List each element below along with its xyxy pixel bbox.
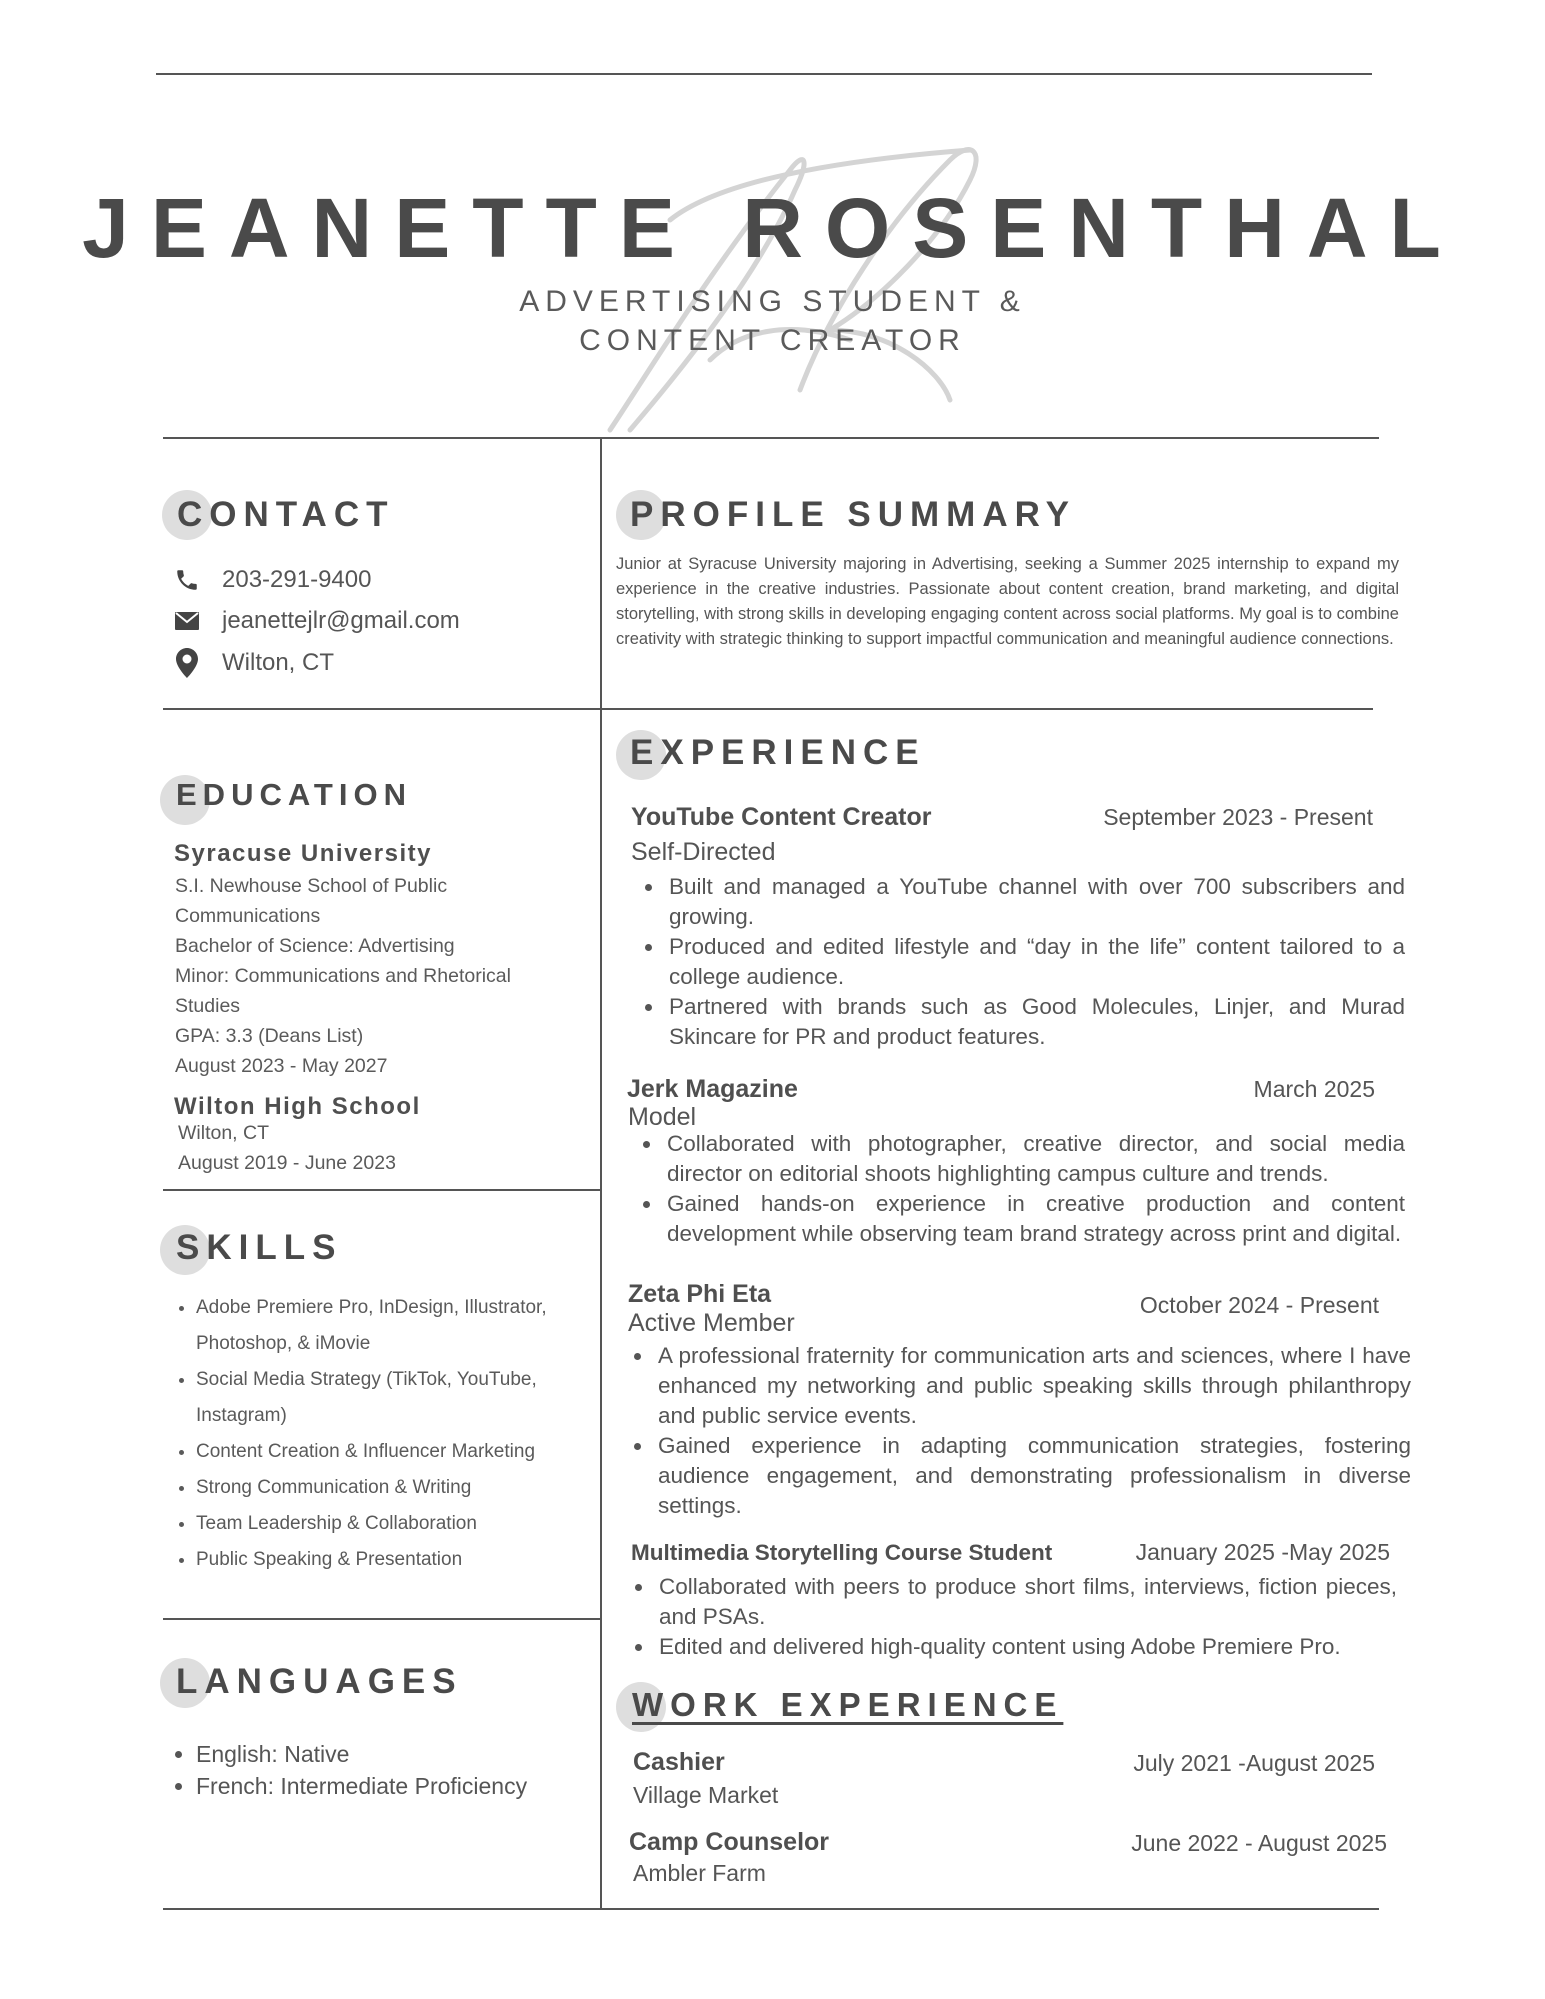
candidate-subtitle	[0, 282, 1545, 360]
list-item: • French: Intermediate Proficiency	[196, 1770, 616, 1802]
work-experience-heading: WORK EXPERIENCE	[632, 1686, 1064, 1723]
list-item: • Strong Communication & Writing	[196, 1470, 616, 1506]
education-detail-line: August 2019 - June 2023	[178, 1152, 396, 1174]
mail-icon	[172, 606, 202, 636]
work-title: Cashier	[633, 1748, 725, 1776]
list-item: • Gained hands-on experience in creative production and content development while observing team brand strategy across print and digital.	[663, 1189, 1405, 1249]
education-detail-line: Studies	[175, 995, 241, 1017]
contact-email	[172, 604, 460, 638]
job-title: Jerk Magazine	[627, 1075, 798, 1103]
bottom-rule	[163, 1908, 1379, 1910]
education-detail-line: Minor: Communications and Rhetorical	[175, 965, 511, 987]
subtitle-line-1: ADVERTISING STUDENT &	[519, 285, 1026, 318]
work-date: June 2022 - August 2025	[1131, 1830, 1387, 1856]
candidate-name: JEANETTE ROSENTHAL	[82, 181, 1463, 275]
profile-heading: PROFILE SUMMARY	[630, 495, 1076, 534]
job-date: October 2024 - Present	[1139, 1292, 1379, 1318]
skills-list	[170, 1290, 616, 1578]
work-organization: Village Market	[633, 1782, 779, 1808]
skills-rule	[163, 1618, 601, 1620]
job-bullets	[624, 1341, 1411, 1521]
phone-icon	[172, 565, 202, 595]
job-organization: Self-Directed	[631, 838, 776, 866]
list-item: • A professional fraternity for communication arts and sciences, where I have enhanced my networking and public speaking skills through philanthropy and public service events.	[654, 1341, 1411, 1431]
education-detail-line: August 2023 - May 2027	[175, 1055, 388, 1077]
list-item: • Team Leadership & Collaboration	[196, 1506, 616, 1542]
job-title: YouTube Content Creator	[631, 803, 932, 831]
languages-list	[170, 1738, 616, 1802]
work-title: Camp Counselor	[629, 1828, 830, 1856]
contact-email-value[interactable]: jeanettejlr@gmail.com	[222, 607, 460, 634]
contact-phone-value: 203-291-9400	[222, 566, 372, 593]
job-date: January 2025 -May 2025	[1135, 1539, 1390, 1565]
list-item: • Partnered with brands such as Good Molecules, Linjer, and Murad Skincare for PR and product features.	[665, 992, 1405, 1052]
list-item: • Adobe Premiere Pro, InDesign, Illustrator, Photoshop, & iMovie	[196, 1290, 616, 1362]
job-title: Multimedia Storytelling Course Student	[631, 1540, 1053, 1565]
education-detail-line: Communications	[175, 905, 321, 927]
list-item: • Gained experience in adapting communication strategies, fostering audience engagement, and demonstrating professionalism in diverse settings.	[654, 1431, 1411, 1521]
job-date: March 2025	[1253, 1076, 1375, 1102]
subtitle-line-2: CONTENT CREATOR	[579, 324, 966, 357]
experience-heading: EXPERIENCE	[630, 733, 926, 772]
education-detail-line: Wilton, CT	[178, 1122, 270, 1144]
list-item: • Built and managed a YouTube channel with over 700 subscribers and growing.	[665, 872, 1405, 932]
education-detail-line: Bachelor of Science: Advertising	[175, 935, 455, 957]
top-rule	[156, 73, 1372, 75]
education-school-2-details	[178, 1118, 396, 1178]
education-heading: EDUCATION	[176, 777, 412, 812]
education-rule	[163, 1189, 601, 1191]
contact-phone	[172, 563, 371, 597]
education-detail-line: GPA: 3.3 (Deans List)	[175, 1025, 364, 1047]
location-pin-icon	[172, 648, 202, 678]
profile-rule	[163, 708, 1373, 710]
skills-heading: SKILLS	[176, 1228, 343, 1267]
list-item: • Edited and delivered high-quality content using Adobe Premiere Pro.	[655, 1632, 1397, 1662]
contact-location-value: Wilton, CT	[222, 649, 335, 676]
list-item: • Content Creation & Influencer Marketing	[196, 1434, 616, 1470]
job-date: September 2023 - Present	[1103, 804, 1373, 830]
list-item: • Produced and edited lifestyle and “day in the life” content tailored to a college audience.	[665, 932, 1405, 992]
contact-location	[172, 646, 334, 680]
education-school-2: Wilton High School	[174, 1093, 421, 1120]
list-item: • Public Speaking & Presentation	[196, 1542, 616, 1578]
education-detail-line: S.I. Newhouse School of Public	[175, 875, 448, 897]
work-organization: Ambler Farm	[633, 1860, 766, 1886]
job-organization: Model	[628, 1103, 697, 1131]
list-item: • Social Media Strategy (TikTok, YouTube, Instagram)	[196, 1362, 616, 1434]
work-date: July 2021 -August 2025	[1133, 1750, 1375, 1776]
job-title: Zeta Phi Eta	[628, 1280, 772, 1308]
education-school-1: Syracuse University	[174, 840, 432, 867]
list-item: • Collaborated with photographer, creative director, and social media director on editorial shoots highlighting campus culture and trends.	[663, 1129, 1405, 1189]
languages-heading: LANGUAGES	[176, 1662, 463, 1701]
list-item: • English: Native	[196, 1738, 616, 1770]
list-item: • Collaborated with peers to produce short films, interviews, fiction pieces, and PSAs.	[655, 1572, 1397, 1632]
profile-summary-text: Junior at Syracuse University majoring in Advertising, seeking a Summer 2025 internship to expand my experience in the creative industries. Passionate about content creation, brand marketing, and digital storytelling, with strong skills in developing engaging content across social platforms. My goal is to combine creativity with strategic thinking to support impactful communication and meaningful audience connections.	[616, 555, 1399, 648]
job-bullets	[635, 872, 1405, 1052]
education-school-1-details	[175, 871, 511, 1081]
column-divider	[600, 437, 602, 1910]
job-bullets	[625, 1572, 1397, 1662]
job-bullets	[633, 1129, 1405, 1249]
contact-heading: CONTACT	[177, 495, 395, 534]
job-organization: Active Member	[628, 1309, 795, 1337]
